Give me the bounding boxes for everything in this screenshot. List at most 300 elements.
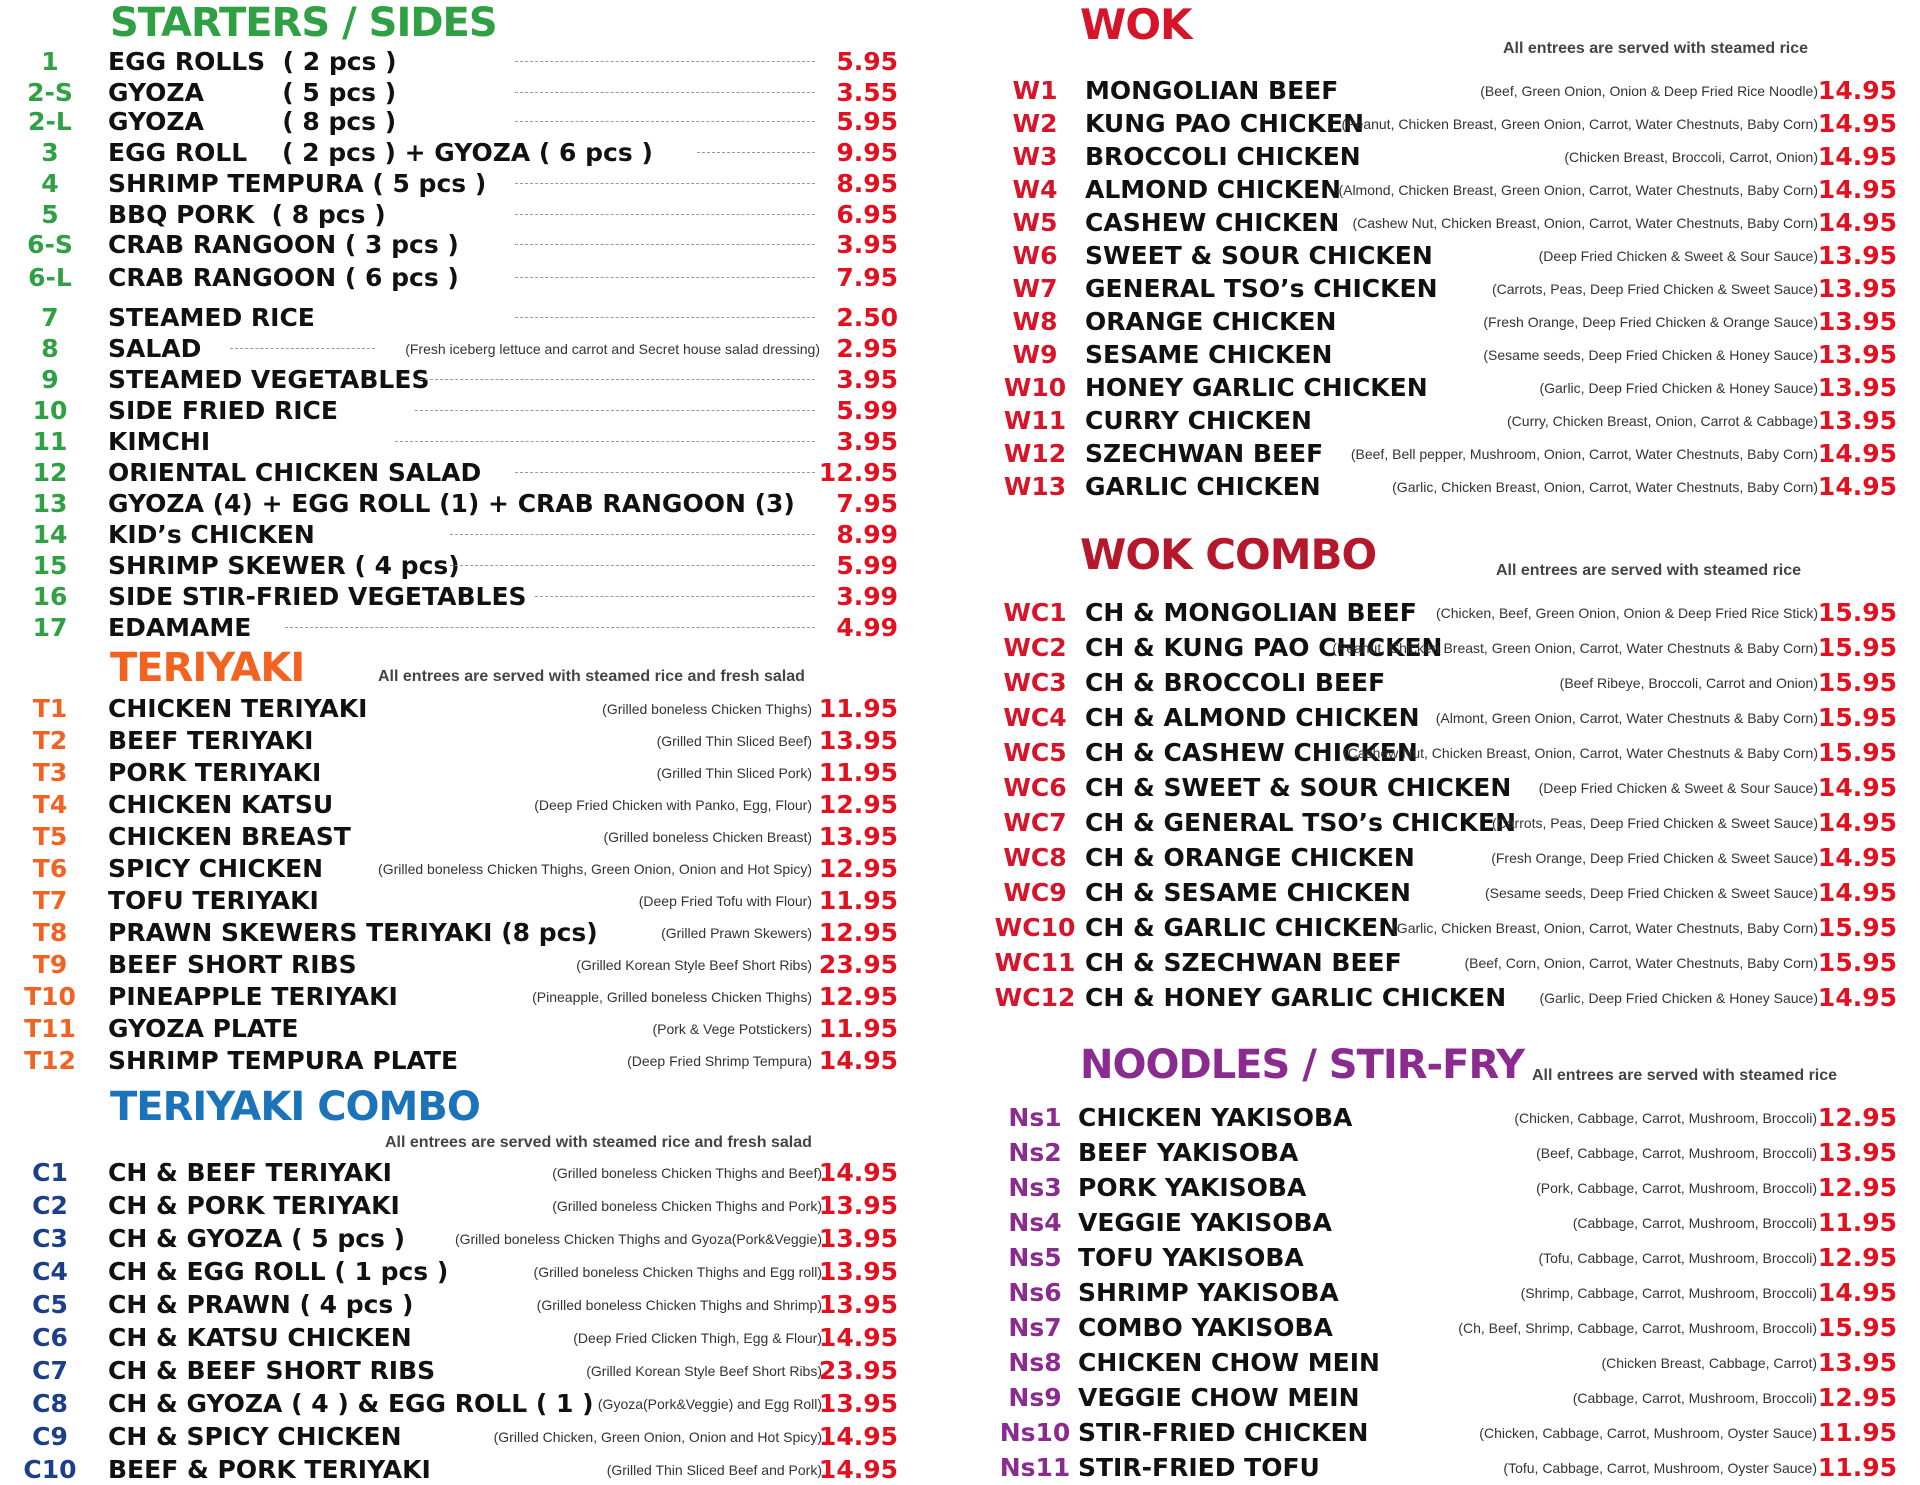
item-description: (Grilled Prawn Skewers) [661,925,812,941]
item-name: SHRIMP TEMPURA ( 5 pcs ) [108,169,487,198]
item-code: WC1 [1003,598,1067,627]
item-code: T7 [32,886,68,915]
menu-item [985,439,1902,469]
item-price: 14.95 [1817,472,1897,501]
item-description: (Chicken, Cabbage, Carrot, Mushroom, Broccoli) [1514,1110,1817,1126]
item-description: (Grilled Chicken, Green Onion, Onion and Hot Spicy) [493,1429,822,1445]
item-price: 13.95 [818,1290,898,1319]
item-price: 13.95 [818,822,898,851]
item-description: (Fresh iceberg lettuce and carrot and Secret house salad dressing) [405,341,820,357]
item-code: C8 [32,1389,68,1418]
item-description: (Carrots, Peas, Deep Fried Chicken & Sweet Sauce) [1491,815,1818,831]
item-name: CH & KATSU CHICKEN [108,1323,412,1352]
menu-item [985,1138,1902,1168]
menu-item [0,1389,903,1419]
item-name: CHICKEN TERIYAKI [108,694,368,723]
item-price: 13.95 [818,1389,898,1418]
menu-item [0,1422,903,1452]
item-description: (Deep Fried Tofu with Flour) [638,893,812,909]
item-description: (Grilled Thin Sliced Beef) [656,733,812,749]
wok-combo-title: WOK COMBO [1080,530,1377,579]
item-name: CH & SWEET & SOUR CHICKEN [1085,773,1512,802]
item-description: (Cabbage, Carrot, Mushroom, Broccoli) [1572,1215,1817,1231]
item-code: 7 [41,303,59,332]
leader-dashes [230,348,375,349]
item-description: (Tofu, Cabbage, Carrot, Mushroom, Oyster Sauce) [1503,1460,1817,1476]
item-price: 3.95 [836,427,898,456]
item-description: (Beef, Green Onion, Onion & Deep Fried Rice Noodle) [1480,83,1818,99]
item-name: CH & BEEF TERIYAKI [108,1158,392,1187]
item-price: 15.95 [1817,668,1897,697]
item-code: Ns5 [1008,1243,1062,1272]
menu-item [985,109,1902,139]
item-price: 11.95 [1817,1208,1897,1237]
item-description: (Garlic, Chicken Breast, Onion, Carrot, Water Chestnuts, Baby Corn) [1392,920,1818,936]
menu-item [0,263,903,293]
item-price: 12.95 [818,458,898,487]
menu-item [985,1278,1902,1308]
item-name: CH & GARLIC CHICKEN [1085,913,1400,942]
item-price: 15.95 [1817,633,1897,662]
item-price: 12.95 [1817,1243,1897,1272]
item-name: CH & SPICY CHICKEN [108,1422,402,1451]
item-code: 16 [32,582,68,611]
item-code: WC2 [1003,633,1067,662]
item-price: 14.95 [1817,1278,1897,1307]
item-price: 11.95 [818,694,898,723]
menu-item [985,913,1902,943]
menu-item [0,1257,903,1287]
item-name: GENERAL TSO’s CHICKEN [1085,274,1438,303]
menu-item [985,307,1902,337]
menu-item [0,47,903,77]
item-price: 5.99 [836,396,898,425]
menu-item [0,726,903,756]
menu-item [985,948,1902,978]
item-description: (Ch, Beef, Shrimp, Cabbage, Carrot, Mushroom, Broccoli) [1458,1320,1817,1336]
item-description: (Chicken, Beef, Green Onion, Onion & Deep Fried Rice Stick) [1435,605,1818,621]
item-code: C4 [32,1257,68,1286]
menu-item [0,1290,903,1320]
item-name: GYOZA PLATE [108,1014,299,1043]
item-description: (Garlic, Chicken Breast, Onion, Carrot, Water Chestnuts, Baby Corn) [1392,479,1818,495]
menu-item [985,598,1902,628]
item-description: (Grilled boneless Chicken Thighs and Egg roll) [533,1264,822,1280]
item-code: W6 [1012,241,1058,270]
leader-dashes [515,214,815,215]
item-description: (Grilled Thin Sliced Pork) [656,765,812,781]
menu-item [0,427,903,457]
item-price: 14.95 [818,1158,898,1187]
item-code: WC5 [1003,738,1067,767]
item-price: 15.95 [1817,913,1897,942]
item-code: Ns4 [1008,1208,1062,1237]
item-description: (Curry, Chicken Breast, Onion, Carrot & Cabbage) [1507,413,1818,429]
menu-item [985,76,1902,106]
item-code: T1 [32,694,68,723]
item-description: (Grilled Korean Style Beef Short Ribs) [586,1363,822,1379]
item-description: (Sesame seeds, Deep Fried Chicken & Sweet Sauce) [1484,885,1818,901]
menu-item [0,822,903,852]
menu-item [0,1323,903,1353]
item-name: SALAD [108,334,202,363]
menu-item [0,582,903,612]
item-name: PINEAPPLE TERIYAKI [108,982,398,1011]
teriyaki-combo-note: All entrees are served with steamed rice and fresh salad [385,1134,812,1151]
item-name: CASHEW CHICKEN [1085,208,1340,237]
item-price: 15.95 [1817,948,1897,977]
item-name: SWEET & SOUR CHICKEN [1085,241,1433,270]
item-code: Ns3 [1008,1173,1062,1202]
item-price: 13.95 [1817,1138,1897,1167]
item-code: 15 [32,551,68,580]
item-description: (Chicken Breast, Cabbage, Carrot) [1601,1355,1817,1371]
item-price: 7.95 [836,263,898,292]
item-price: 5.99 [836,551,898,580]
menu-item [985,878,1902,908]
item-name: CH & BROCCOLI BEEF [1085,668,1386,697]
menu-item [0,1014,903,1044]
item-name: STIR-FRIED TOFU [1078,1453,1320,1482]
item-description: (Almond, Chicken Breast, Green Onion, Carrot, Water Chestnuts, Baby Corn) [1338,182,1818,198]
item-code: W7 [1012,274,1058,303]
item-price: 13.95 [1817,274,1897,303]
item-description: (Cabbage, Carrot, Mushroom, Broccoli) [1572,1390,1817,1406]
item-name: GYOZA (4) + EGG ROLL (1) + CRAB RANGOON (3) [108,489,795,518]
leader-dashes [415,379,815,380]
item-name: CHICKEN BREAST [108,822,351,851]
teriyaki-combo-title: TERIYAKI COMBO [110,1084,480,1130]
item-price: 14.95 [818,1422,898,1451]
teriyaki-title: TERIYAKI [110,645,305,691]
item-name: CH & MONGOLIAN BEEF [1085,598,1417,627]
item-price: 14.95 [1817,175,1897,204]
item-description: (Grilled boneless Chicken Thighs, Green Onion, Onion and Hot Spicy) [378,861,812,877]
item-price: 13.95 [1817,340,1897,369]
item-description: (Beef, Cabbage, Carrot, Mushroom, Broccoli) [1536,1145,1817,1161]
item-price: 7.95 [836,489,898,518]
menu-item [0,854,903,884]
item-name: CH & GYOZA ( 4 ) & EGG ROLL ( 1 ) [108,1389,594,1418]
item-description: (Peanut, Chicken Breast, Green Onion, Carrot, Water Chestnuts & Baby Corn) [1332,640,1818,656]
menu-item [985,472,1902,502]
item-name: PORK TERIYAKI [108,758,322,787]
item-price: 12.95 [1817,1103,1897,1132]
item-price: 14.95 [1817,773,1897,802]
menu-item [985,142,1902,172]
item-code: 10 [32,396,68,425]
item-name: CH & GENERAL TSO’s CHICKEN [1085,808,1516,837]
item-price: 11.95 [1817,1418,1897,1447]
item-name: GYOZA ( 5 pcs ) [108,78,397,107]
item-name: BROCCOLI CHICKEN [1085,142,1361,171]
leader-dashes [395,441,815,442]
item-name: CH & CASHEW CHICKEN [1085,738,1418,767]
menu-item [0,1046,903,1076]
menu-item [0,613,903,643]
leader-dashes [515,92,815,93]
item-code: 4 [41,169,59,198]
menu-item [0,365,903,395]
item-price: 8.99 [836,520,898,549]
item-name: ALMOND CHICKEN [1085,175,1342,204]
item-price: 12.95 [818,918,898,947]
leader-dashes [515,183,815,184]
item-code: 11 [32,427,68,456]
menu-item [985,703,1902,733]
item-name: CH & GYOZA ( 5 pcs ) [108,1224,406,1253]
item-description: (Beef Ribeye, Broccoli, Carrot and Onion) [1559,675,1818,691]
menu-item [985,1313,1902,1343]
item-name: VEGGIE YAKISOBA [1078,1208,1332,1237]
menu-item [0,458,903,488]
item-code: W2 [1012,109,1058,138]
item-code: T2 [32,726,68,755]
item-code: 2-L [28,107,72,136]
item-price: 14.95 [1817,843,1897,872]
item-name: ORANGE CHICKEN [1085,307,1337,336]
item-code: Ns8 [1008,1348,1062,1377]
item-name: PORK YAKISOBA [1078,1173,1307,1202]
menu-item [985,175,1902,205]
noodles-title: NOODLES / STIR-FRY [1080,1042,1525,1088]
item-code: T4 [32,790,68,819]
item-name: EGG ROLL ( 2 pcs ) + GYOZA ( 6 pcs ) [108,138,653,167]
item-code: WC7 [1003,808,1067,837]
item-code: WC12 [994,983,1076,1012]
item-name: CH & EGG ROLL ( 1 pcs ) [108,1257,449,1286]
item-code: 9 [41,365,59,394]
item-price: 5.95 [836,47,898,76]
menu-item [0,303,903,333]
item-code: W8 [1012,307,1058,336]
item-code: W11 [1003,406,1067,435]
item-code: T8 [32,918,68,947]
menu-item [985,241,1902,271]
item-description: (Deep Fried Shrimp Tempura) [627,1053,812,1069]
item-code: Ns11 [999,1453,1071,1482]
item-name: BBQ PORK ( 8 pcs ) [108,200,386,229]
item-description: (Grilled Korean Style Beef Short Ribs) [576,957,812,973]
item-price: 15.95 [1817,598,1897,627]
menu-item [985,808,1902,838]
item-price: 14.95 [1817,878,1897,907]
item-description: (Fresh Orange, Deep Fried Chicken & Sweet Sauce) [1491,850,1818,866]
item-price: 9.95 [836,138,898,167]
item-code: WC4 [1003,703,1067,732]
item-price: 15.95 [1817,1313,1897,1342]
item-name: STEAMED RICE [108,303,315,332]
item-price: 11.95 [818,758,898,787]
item-price: 14.95 [1817,142,1897,171]
item-description: (Grilled boneless Chicken Thighs and Pork) [552,1198,822,1214]
menu-item [0,790,903,820]
leader-dashes [515,277,815,278]
item-price: 14.95 [818,1323,898,1352]
wok-title: WOK [1080,0,1192,49]
item-code: WC6 [1003,773,1067,802]
item-description: (Carrots, Peas, Deep Fried Chicken & Sweet Sauce) [1491,281,1818,297]
item-price: 8.95 [836,169,898,198]
starters-title: STARTERS / SIDES [110,0,497,46]
item-price: 12.95 [1817,1173,1897,1202]
item-name: CH & BEEF SHORT RIBS [108,1356,436,1385]
item-code: T12 [24,1046,76,1075]
item-name: TOFU YAKISOBA [1078,1243,1304,1272]
item-code: W4 [1012,175,1058,204]
item-description: (Pineapple, Grilled boneless Chicken Thighs) [532,989,812,1005]
item-code: 1 [41,47,59,76]
leader-dashes [535,596,815,597]
item-code: 8 [41,334,59,363]
item-name: VEGGIE CHOW MEIN [1078,1383,1360,1412]
menu-item [0,1455,903,1485]
item-code: 5 [41,200,59,229]
item-name: SZECHWAN BEEF [1085,439,1324,468]
item-name: CH & SESAME CHICKEN [1085,878,1411,907]
item-name: CHICKEN YAKISOBA [1078,1103,1353,1132]
item-price: 23.95 [818,950,898,979]
item-description: (Fresh Orange, Deep Fried Chicken & Orange Sauce) [1483,314,1818,330]
item-description: (Cashew Nut, Chicken Breast, Onion, Carrot, Water Chestnuts, Baby Corn) [1352,215,1818,231]
item-description: (Beef, Corn, Onion, Carrot, Water Chestnuts, Baby Corn) [1464,955,1818,971]
item-code: C5 [32,1290,68,1319]
item-code: Ns6 [1008,1278,1062,1307]
item-code: 3 [41,138,59,167]
item-code: C7 [32,1356,68,1385]
item-description: (Garlic, Deep Fried Chicken & Honey Sauce) [1539,380,1818,396]
item-price: 4.99 [836,613,898,642]
item-code: WC8 [1003,843,1067,872]
menu-item [985,340,1902,370]
item-price: 3.95 [836,365,898,394]
item-price: 6.95 [836,200,898,229]
item-price: 14.95 [1817,983,1897,1012]
item-name: SESAME CHICKEN [1085,340,1333,369]
item-description: (Pork & Vege Potstickers) [652,1021,812,1037]
item-price: 13.95 [818,1224,898,1253]
item-name: CHICKEN KATSU [108,790,334,819]
item-code: C3 [32,1224,68,1253]
item-name: STIR-FRIED CHICKEN [1078,1418,1369,1447]
leader-dashes [450,534,815,535]
item-description: (Deep Fried Chicken & Sweet & Sour Sauce) [1538,780,1818,796]
item-name: CHICKEN CHOW MEIN [1078,1348,1380,1377]
item-description: (Grilled boneless Chicken Thighs and Gyoza(Pork&Veggie) [454,1231,822,1247]
item-name: BEEF SHORT RIBS [108,950,357,979]
item-description: (Cashew Nut, Chicken Breast, Onion, Carrot, Water Chestnuts & Baby Corn) [1343,745,1818,761]
menu-item [985,1208,1902,1238]
item-code: WC9 [1003,878,1067,907]
item-code: W13 [1003,472,1067,501]
item-price: 13.95 [818,1257,898,1286]
menu-item [0,694,903,724]
item-price: 13.95 [1817,1348,1897,1377]
item-price: 5.95 [836,107,898,136]
item-name: CH & HONEY GARLIC CHICKEN [1085,983,1507,1012]
item-price: 15.95 [1817,738,1897,767]
item-description: (Garlic, Deep Fried Chicken & Honey Sauce) [1539,990,1818,1006]
menu-item [0,230,903,260]
wok-note: All entrees are served with steamed rice [1503,40,1809,57]
item-price: 12.95 [1817,1383,1897,1412]
item-code: 6-L [28,263,72,292]
item-price: 3.95 [836,230,898,259]
item-name: SIDE STIR-FRIED VEGETABLES [108,582,527,611]
item-description: (Tofu, Cabbage, Carrot, Mushroom, Broccoli) [1538,1250,1817,1266]
item-code: W9 [1012,340,1058,369]
item-code: T11 [24,1014,76,1043]
item-name: KID’s CHICKEN [108,520,315,549]
item-code: C6 [32,1323,68,1352]
item-code: T3 [32,758,68,787]
item-name: CH & SZECHWAN BEEF [1085,948,1402,977]
item-code: 12 [32,458,68,487]
menu-item [985,1418,1902,1448]
leader-dashes [697,152,815,153]
item-description: (Peanut, Chicken Breast, Green Onion, Carrot, Water Chestnuts, Baby Corn) [1341,116,1818,132]
item-price: 11.95 [818,1014,898,1043]
item-price: 12.95 [818,790,898,819]
item-code: Ns9 [1008,1383,1062,1412]
item-description: (Gyoza(Pork&Veggie) and Egg Roll) [597,1396,822,1412]
item-code: 2-S [27,78,73,107]
item-description: (Deep Fried Chicken & Sweet & Sour Sauce) [1538,248,1818,264]
menu-item [985,1453,1902,1483]
item-name: COMBO YAKISOBA [1078,1313,1333,1342]
item-name: GARLIC CHICKEN [1085,472,1321,501]
menu-item [985,373,1902,403]
item-code: 17 [32,613,68,642]
item-name: SPICY CHICKEN [108,854,324,883]
leader-dashes [415,410,815,411]
menu-item [985,1173,1902,1203]
item-price: 13.95 [818,1191,898,1220]
item-code: T10 [24,982,76,1011]
item-code: WC3 [1003,668,1067,697]
menu-item [985,633,1902,663]
item-price: 13.95 [1817,307,1897,336]
menu-item [985,1383,1902,1413]
item-code: Ns1 [1008,1103,1062,1132]
item-price: 14.95 [1817,109,1897,138]
item-name: STEAMED VEGETABLES [108,365,430,394]
item-price: 23.95 [818,1356,898,1385]
item-description: (Deep Fried Chicken with Panko, Egg, Flour) [534,797,812,813]
menu-item [0,489,903,519]
menu-item [0,1224,903,1254]
menu-item [0,138,903,168]
menu-item [0,78,903,108]
leader-dashes [515,61,815,62]
item-name: KIMCHI [108,427,211,456]
item-price: 3.99 [836,582,898,611]
item-name: EDAMAME [108,613,252,642]
item-price: 14.95 [818,1455,898,1484]
item-name: CH & KUNG PAO CHICKEN [1085,633,1443,662]
item-price: 13.95 [1817,406,1897,435]
menu-item [0,520,903,550]
item-name: CRAB RANGOON ( 3 pcs ) [108,230,459,259]
menu-item [985,1348,1902,1378]
item-name: CURRY CHICKEN [1085,406,1312,435]
item-name: SHRIMP TEMPURA PLATE [108,1046,459,1075]
item-code: Ns2 [1008,1138,1062,1167]
wok-combo-note: All entrees are served with steamed rice [1496,562,1802,579]
item-code: W3 [1012,142,1058,171]
item-price: 11.95 [818,886,898,915]
item-code: C1 [32,1158,68,1187]
